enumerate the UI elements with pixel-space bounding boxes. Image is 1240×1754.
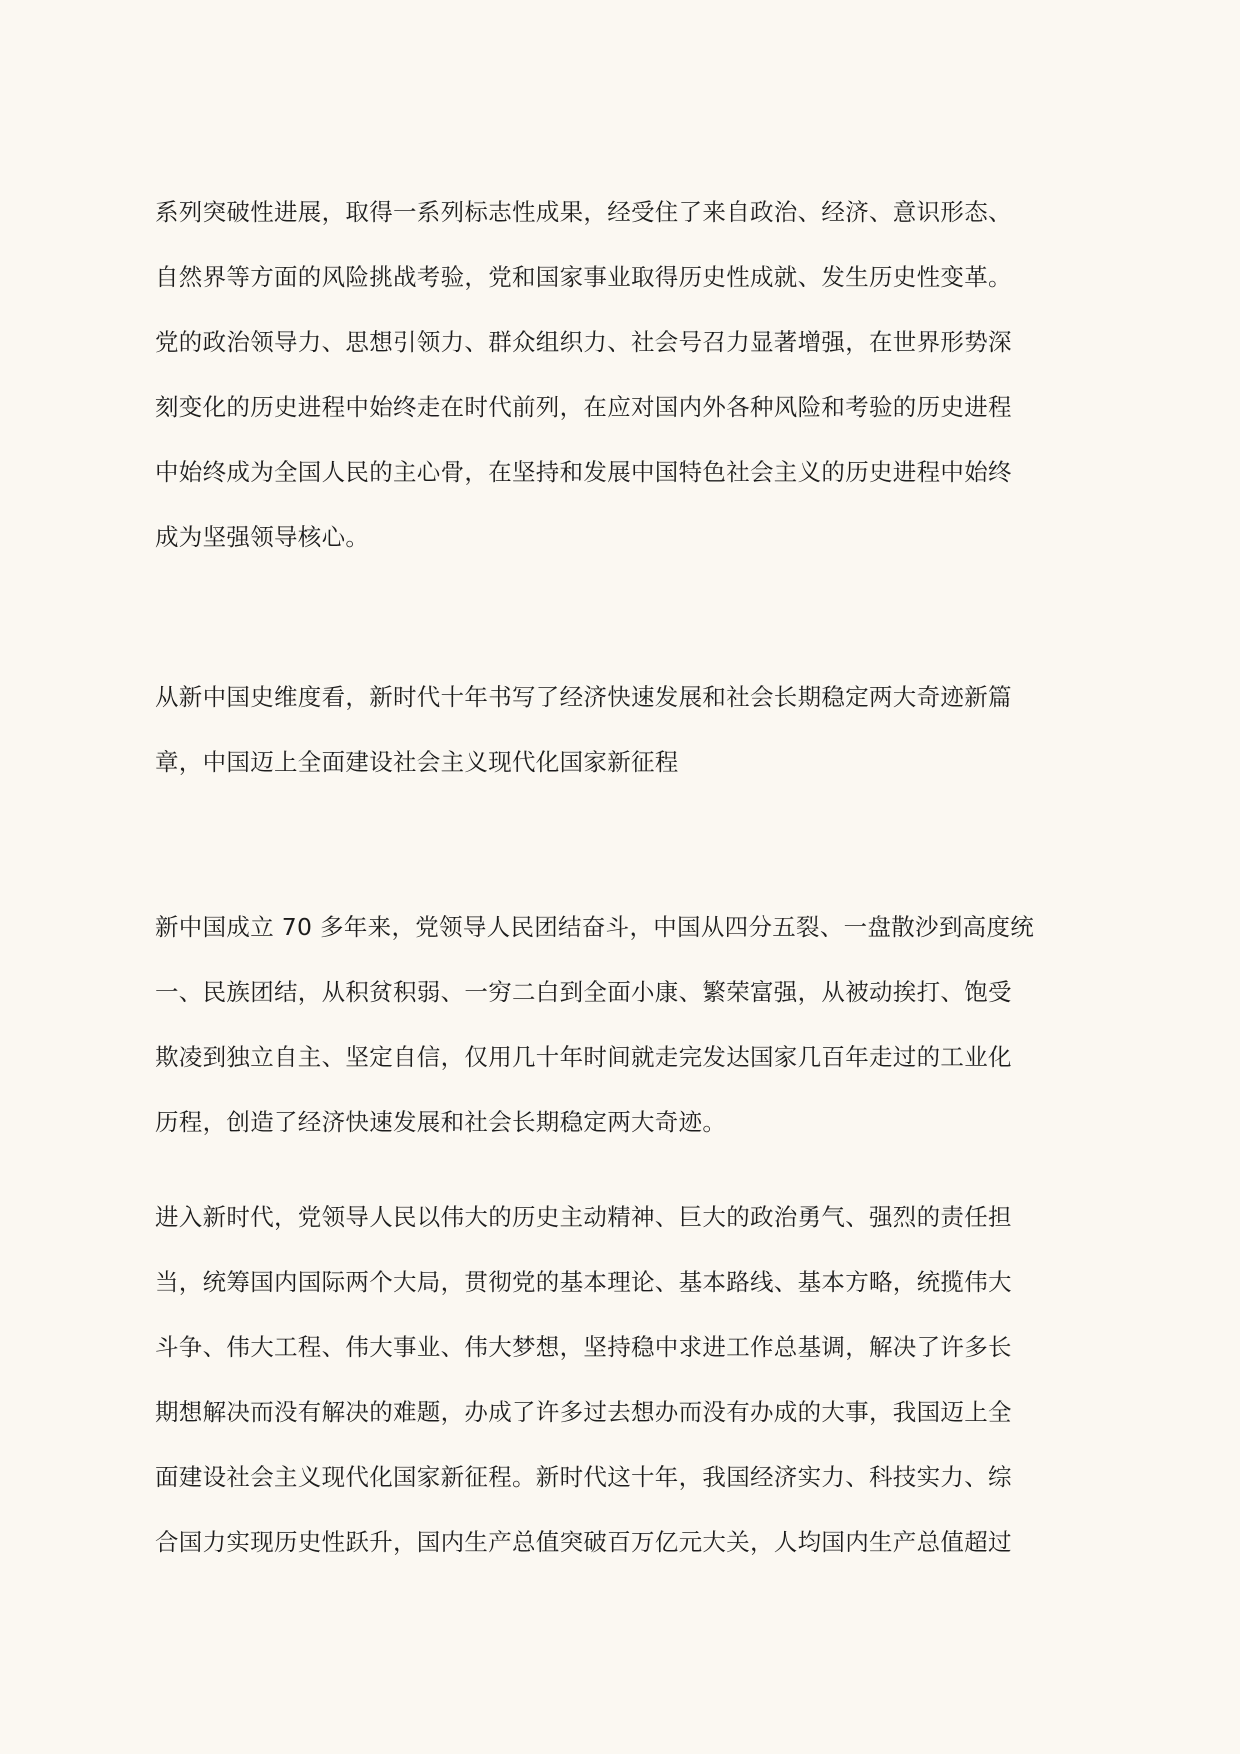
text-line: 章，中国迈上全面建设社会主义现代化国家新征程 bbox=[155, 748, 679, 776]
text-line: 合国力实现历史性跃升，国内生产总值突破百万亿元大关，人均国内生产总值超过 bbox=[155, 1528, 1012, 1556]
text-line: 自然界等方面的风险挑战考验，党和国家事业取得历史性成就、发生历史性变革。 bbox=[155, 263, 1012, 291]
text-line: 中始终成为全国人民的主心骨，在坚持和发展中国特色社会主义的历史进程中始终 bbox=[155, 458, 1012, 486]
text-line: 欺凌到独立自主、坚定自信，仅用几十年时间就走完发达国家几百年走过的工业化 bbox=[155, 1043, 1012, 1071]
text-line: 从新中国史维度看，新时代十年书写了经济快速发展和社会长期稳定两大奇迹新篇 bbox=[155, 683, 1012, 711]
text-line: 历程，创造了经济快速发展和社会长期稳定两大奇迹。 bbox=[155, 1108, 727, 1136]
text-line: 期想解决而没有解决的难题，办成了许多过去想办而没有办成的大事，我国迈上全 bbox=[155, 1398, 1012, 1426]
text-line: 进入新时代，党领导人民以伟大的历史主动精神、巨大的政治勇气、强烈的责任担 bbox=[155, 1203, 1012, 1231]
text-line: 面建设社会主义现代化国家新征程。新时代这十年，我国经济实力、科技实力、综 bbox=[155, 1463, 1012, 1491]
text-line: 系列突破性进展，取得一系列标志性成果，经受住了来自政治、经济、意识形态、 bbox=[155, 198, 1012, 226]
text-line: 刻变化的历史进程中始终走在时代前列，在应对国内外各种风险和考验的历史进程 bbox=[155, 393, 1012, 421]
text-line: 新中国成立 70 多年来，党领导人民团结奋斗，中国从四分五裂、一盘散沙到高度统 bbox=[155, 913, 1035, 941]
text-line: 成为坚强领导核心。 bbox=[155, 523, 370, 551]
text-line: 党的政治领导力、思想引领力、群众组织力、社会号召力显著增强，在世界形势深 bbox=[155, 328, 1012, 356]
text-line: 当，统筹国内国际两个大局，贯彻党的基本理论、基本路线、基本方略，统揽伟大 bbox=[155, 1268, 1012, 1296]
text-line: 一、民族团结，从积贫积弱、一穷二白到全面小康、繁荣富强，从被动挨打、饱受 bbox=[155, 978, 1012, 1006]
text-line: 斗争、伟大工程、伟大事业、伟大梦想，坚持稳中求进工作总基调，解决了许多长 bbox=[155, 1333, 1012, 1361]
